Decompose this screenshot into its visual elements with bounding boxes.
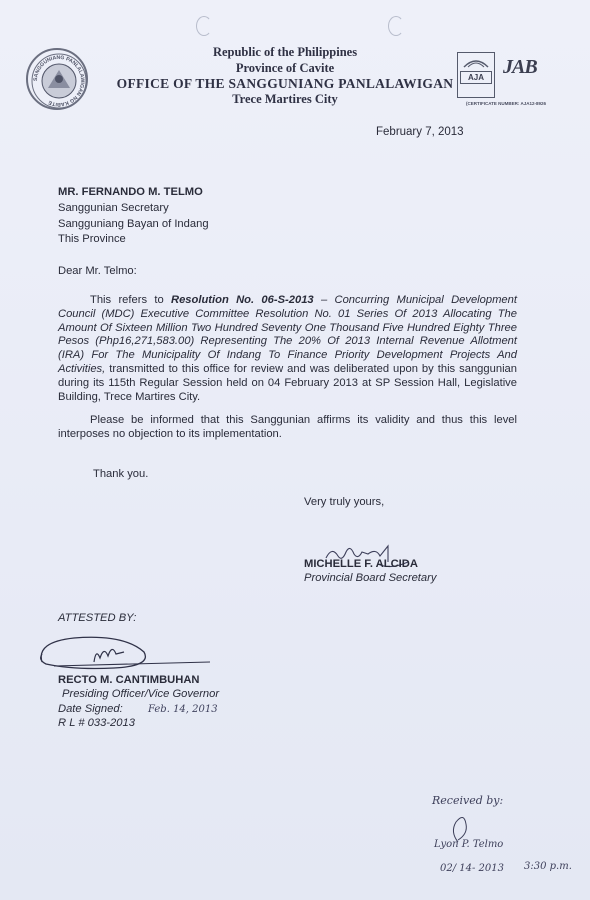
received-time: 3:30 p.m.: [524, 861, 572, 872]
attested-name: RECTO M. CANTIMBUHAN: [58, 674, 200, 686]
header-province: Province of Cavite: [235, 61, 335, 75]
resolution-title: – Concurring Municipal Development Council (MDC) Executive Committee Resolution No. 01 Series Of 2013 Allocating The Amount Of Sixteen Million Two Hundred Seventy One Thousand Five Hundred Eighty Three Pesos (Php16,271,583.00) Representing The 20% Of 2013 Internal Revenue Allotment (IRA) For The Municipality Of Indang To Finance Priority Development Projects And Activities,: [58, 294, 517, 375]
resolution-number: Resolution No. 06-S-2013: [170, 294, 314, 306]
recipient-office: Sangguniang Bayan of Indang: [58, 218, 209, 230]
reference-number: R L # 033-2013: [58, 717, 135, 729]
body-paragraph-2: Please be informed that this Sanggunian affirms its validity and thus this level interposes no objection to its implementation.: [58, 414, 517, 440]
header-republic: Republic of the Philippines: [212, 45, 358, 59]
certification-logo: [457, 52, 495, 98]
received-name: Lyon P. Telmo: [434, 839, 504, 850]
letter-date: February 7, 2013: [376, 126, 464, 138]
attested-label: ATTESTED BY:: [58, 612, 137, 624]
recipient-title: Sanggunian Secretary: [58, 202, 169, 214]
signatory-title: Provincial Board Secretary: [304, 572, 437, 584]
received-date: 02/ 14- 2013: [440, 863, 505, 874]
thank-you: Thank you.: [93, 468, 149, 480]
recipient-location: This Province: [58, 233, 126, 245]
body-paragraph-1: [58, 294, 517, 404]
recipient-name: MR. FERNANDO M. TELMO: [58, 186, 203, 198]
jab-logo: JAB: [503, 56, 537, 78]
date-signed-handwritten: Feb. 14, 2013: [148, 704, 218, 715]
punch-hole-right: [388, 16, 404, 36]
attested-title: Presiding Officer/Vice Governor: [62, 688, 220, 700]
date-signed-label: Date Signed:: [58, 703, 123, 715]
p1-tail: transmitted to this office for review and was deliberated upon by this sanggunian during its 115th Regular Session held on 04 February 2013 at SP Session Hall, Legislative Building, Trece Martires City.: [58, 362, 517, 403]
p1-lead: This refers to: [90, 294, 171, 306]
closing: Very truly yours,: [304, 496, 385, 508]
salutation: Dear Mr. Telmo:: [58, 265, 137, 277]
signatory-name: MICHELLE F. ALCIDA: [304, 558, 418, 570]
seal-text: SANGGUNIANG PANLALAWIGAN NG KABITE: [32, 54, 86, 108]
aja-label: AJA: [460, 71, 492, 84]
certificate-number: (CERTIFICATE NUMBER: AJA12-8926: [466, 101, 547, 106]
received-label: Received by:: [432, 794, 504, 807]
punch-hole-left: [196, 16, 212, 36]
header-office: OFFICE OF THE SANGGUNIANG PANLALAWIGAN: [116, 76, 454, 91]
header-city: Trece Martires City: [232, 92, 338, 106]
